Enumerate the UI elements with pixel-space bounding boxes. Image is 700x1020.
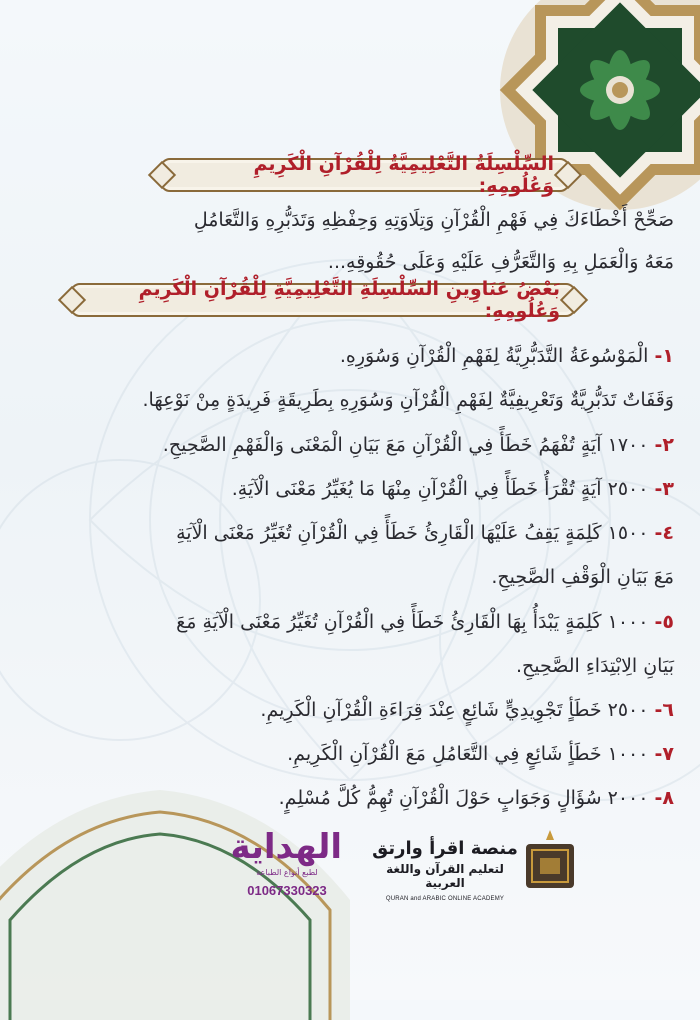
titles-heading-banner <box>70 278 576 322</box>
intro-line-1: صَحِّحْ أَخْطَاءَكَ فِي فَهْمِ الْقُرْآنِ وَتِلَاوَتِهِ وَحِفْظِهِ وَتَدَبُّرِهِ وَالتَّعَامُلِ <box>193 209 674 231</box>
list-item: وَقَفَاتٌ تَدَبُّرِيَّةٌ وَتَعْرِيفِيَّةٌ لِفَهْمِ الْقُرْآنِ وَسُوَرِهِ بِطَرِيقَةٍ فَرِيدَةٍ مِنْ نَوْعِهَا. <box>142 389 674 411</box>
academy-logo <box>370 838 520 902</box>
academy-subtitle: لتعليم القرآن واللغة العربية <box>386 862 504 890</box>
arch-ornament <box>0 780 350 1020</box>
publisher-logo <box>230 827 342 898</box>
academy-mark-icon <box>520 830 582 892</box>
list-item: ٧- ١٠٠٠ خَطَأٍ شَائِعٍ فِي التَّعَامُلِ مَعَ الْقُرْآنِ الْكَرِيمِ. <box>287 743 674 765</box>
series-heading-banner <box>160 153 570 197</box>
list-item: مَعَ بَيَانِ الْوَقْفِ الصَّحِيحِ. <box>491 566 674 588</box>
publisher-name: الهداية <box>230 827 342 867</box>
publisher-phone: 01067330323 <box>247 883 327 898</box>
academy-english-name: QURAN and ARABIC ONLINE ACADEMY <box>385 896 505 902</box>
list-item: ٣- ٢٥٠٠ آيَةٍ تُقْرَأُ خَطَأً فِي الْقُرْآنِ مِنْهَا مَا يُغَيِّرُ مَعْنَى الْآيَةِ. <box>231 478 674 500</box>
titles-heading: بَعْضُ عَنَاوِينِ السِّلْسِلَةِ التَّعْلِيمِيَّةِ لِلْقُرْآنِ الْكَرِيمِ وَعُلُومِهِ: <box>138 278 560 322</box>
academy-name: منصة اقرأ وارتق <box>372 838 518 859</box>
list-item: بَيَانِ الِابْتِدَاءِ الصَّحِيحِ. <box>515 655 674 677</box>
list-item: ١- الْمَوْسُوعَةُ التَّدَبُّرِيَّةُ لِفَهْمِ الْقُرْآنِ وَسُوَرِهِ. <box>339 345 674 367</box>
publisher-tagline: لطبع أنواع الطباعة <box>256 868 318 877</box>
list-item: ٤- ١٥٠٠ كَلِمَةٍ يَقِفُ عَلَيْهَا الْقَارِئُ خَطَأً فِي الْقُرْآنِ تُغَيِّرُ مَعْنَى الْآيَةِ <box>176 522 674 544</box>
list-item: ٨- ٢٠٠٠ سُؤَالٍ وَجَوَابٍ حَوْلَ الْقُرْآنِ تُهِمُّ كُلَّ مُسْلِمٍ. <box>278 787 674 809</box>
list-item: ٢- ١٧٠٠ آيَةٍ تُفْهَمُ خَطَأً فِي الْقُرْآنِ مَعَ بَيَانِ الْمَعْنَى وَالْفَهْمِ الصَّحِيحِ. <box>162 434 674 456</box>
list-item: ٥- ١٠٠٠ كَلِمَةٍ يَبْدَأُ بِهَا الْقَارِئُ خَطَأً فِي الْقُرْآنِ تُغَيِّرُ مَعْنَى الْآيَةِ مَعَ <box>176 611 674 633</box>
series-heading: السِّلْسِلَةُ التَّعْلِيمِيَّةُ لِلْقُرْآنِ الْكَرِيمِ وَعُلُومِهِ: <box>253 153 554 197</box>
list-item: ٦- ٢٥٠٠ خَطَأٍ تَجْوِيدِيٍّ شَائِعٍ عِنْدَ قِرَاءَةِ الْقُرْآنِ الْكَرِيمِ. <box>260 699 674 721</box>
intro-line-2: مَعَهُ وَالْعَمَلِ بِهِ وَالتَّعَرُّفِ عَلَيْهِ وَعَلَى حُقُوقِهِ... <box>327 251 674 273</box>
